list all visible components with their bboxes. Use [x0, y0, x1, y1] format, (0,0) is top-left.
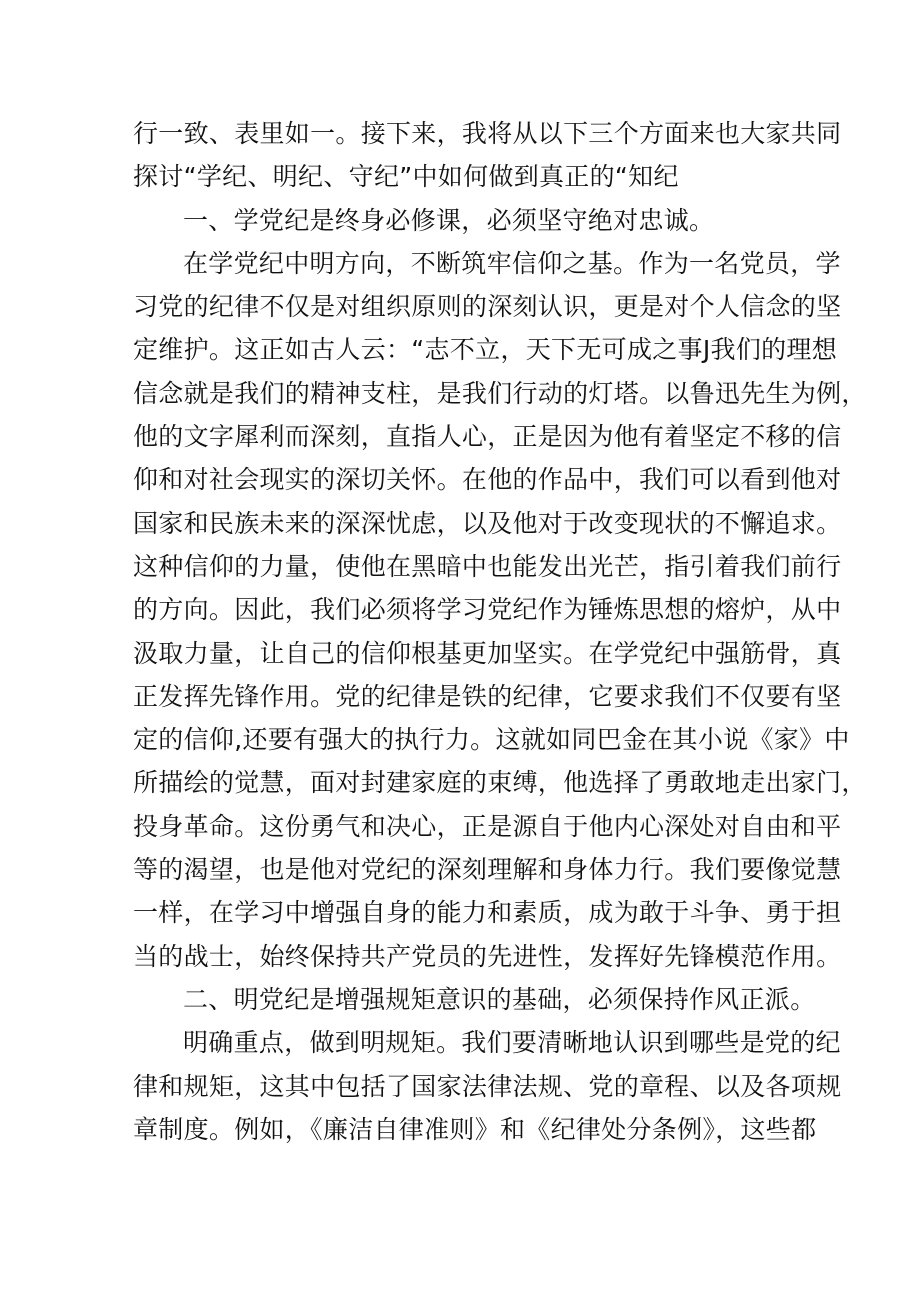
document-body [133, 112, 867, 1151]
text-line: 行一致、表里如一。接下来，我将从以下三个方面来也大家共同 [133, 119, 842, 148]
text-line: 的方向。因此，我们必须将学习党纪作为锤炼思想的熔炉，从中 [133, 595, 842, 625]
text-line: 定的信仰,还要有强大的执行力。这就如同巴金在其小说《家》中 [133, 725, 850, 755]
text-line: 仰和对社会现实的深切关怀。在他的作品中，我们可以看到他对 [133, 465, 842, 495]
text-line: 习党的纪律不仅是对组织原则的深刻认识，更是对个人信念的坚 [133, 292, 842, 322]
section-heading-2: 二、明党纪是增强规矩意识的基础，必须保持作风正派。 [183, 984, 816, 1014]
text-line: 所描绘的觉慧，面对封建家庭的束缚，他选择了勇敢地走出家门， [133, 768, 867, 798]
text-line: 他的文字犀利而深刻，直指人心，正是因为他有着坚定不移的信 [133, 422, 842, 452]
text-line: 明确重点，做到明规矩。我们要清晰地认识到哪些是党的纪 [183, 1028, 841, 1058]
text-line: 定维护。这正如古人云：“志不立，天下无可成之事J我们的理想 [133, 335, 838, 365]
text-line: 章制度。例如，《廉洁自律准则》和《纪律处分条例》，这些都 [133, 1114, 817, 1144]
text-line: 国家和民族未来的深深忧虑，以及他对于改变现状的不懈追求。 [133, 508, 842, 538]
text-line: 在学党纪中明方向，不断筑牢信仰之基。作为一名党员，学 [183, 248, 841, 278]
text-line: 投身革命。这份勇气和决心，正是源自于他内心深处对自由和平 [133, 811, 842, 841]
text-line: 信念就是我们的精神支柱，是我们行动的灯塔。以鲁迅先生为例， [133, 378, 867, 408]
text-line: 这种信仰的力量，使他在黑暗中也能发出光芒，指引着我们前行 [133, 551, 842, 581]
section-heading-1: 一、学党纪是终身必修课，必须坚守绝对忠诚。 [183, 205, 715, 235]
text-line: 律和规矩，这其中包括了国家法律法规、党的章程、以及各项规 [133, 1071, 842, 1101]
text-line: 一样，在学习中增强自身的能力和素质，成为敢于斗争、勇于担 [133, 898, 842, 928]
text-line: 等的渴望，也是他对党纪的深刻理解和身体力行。我们要像觉慧 [133, 855, 842, 885]
text-line: 当的战士，始终保持共产党员的先进性，发挥好先锋模范作用。 [133, 941, 842, 971]
text-line: 正发挥先锋作用。党的纪律是铁的纪律，它要求我们不仅要有坚 [133, 681, 842, 711]
text-line: 探讨“学纪、明纪、守纪”中如何做到真正的“知纪 [133, 162, 679, 192]
text-line: 汲取力量，让自己的信仰根基更加坚实。在学党纪中强筋骨，真 [133, 638, 842, 668]
